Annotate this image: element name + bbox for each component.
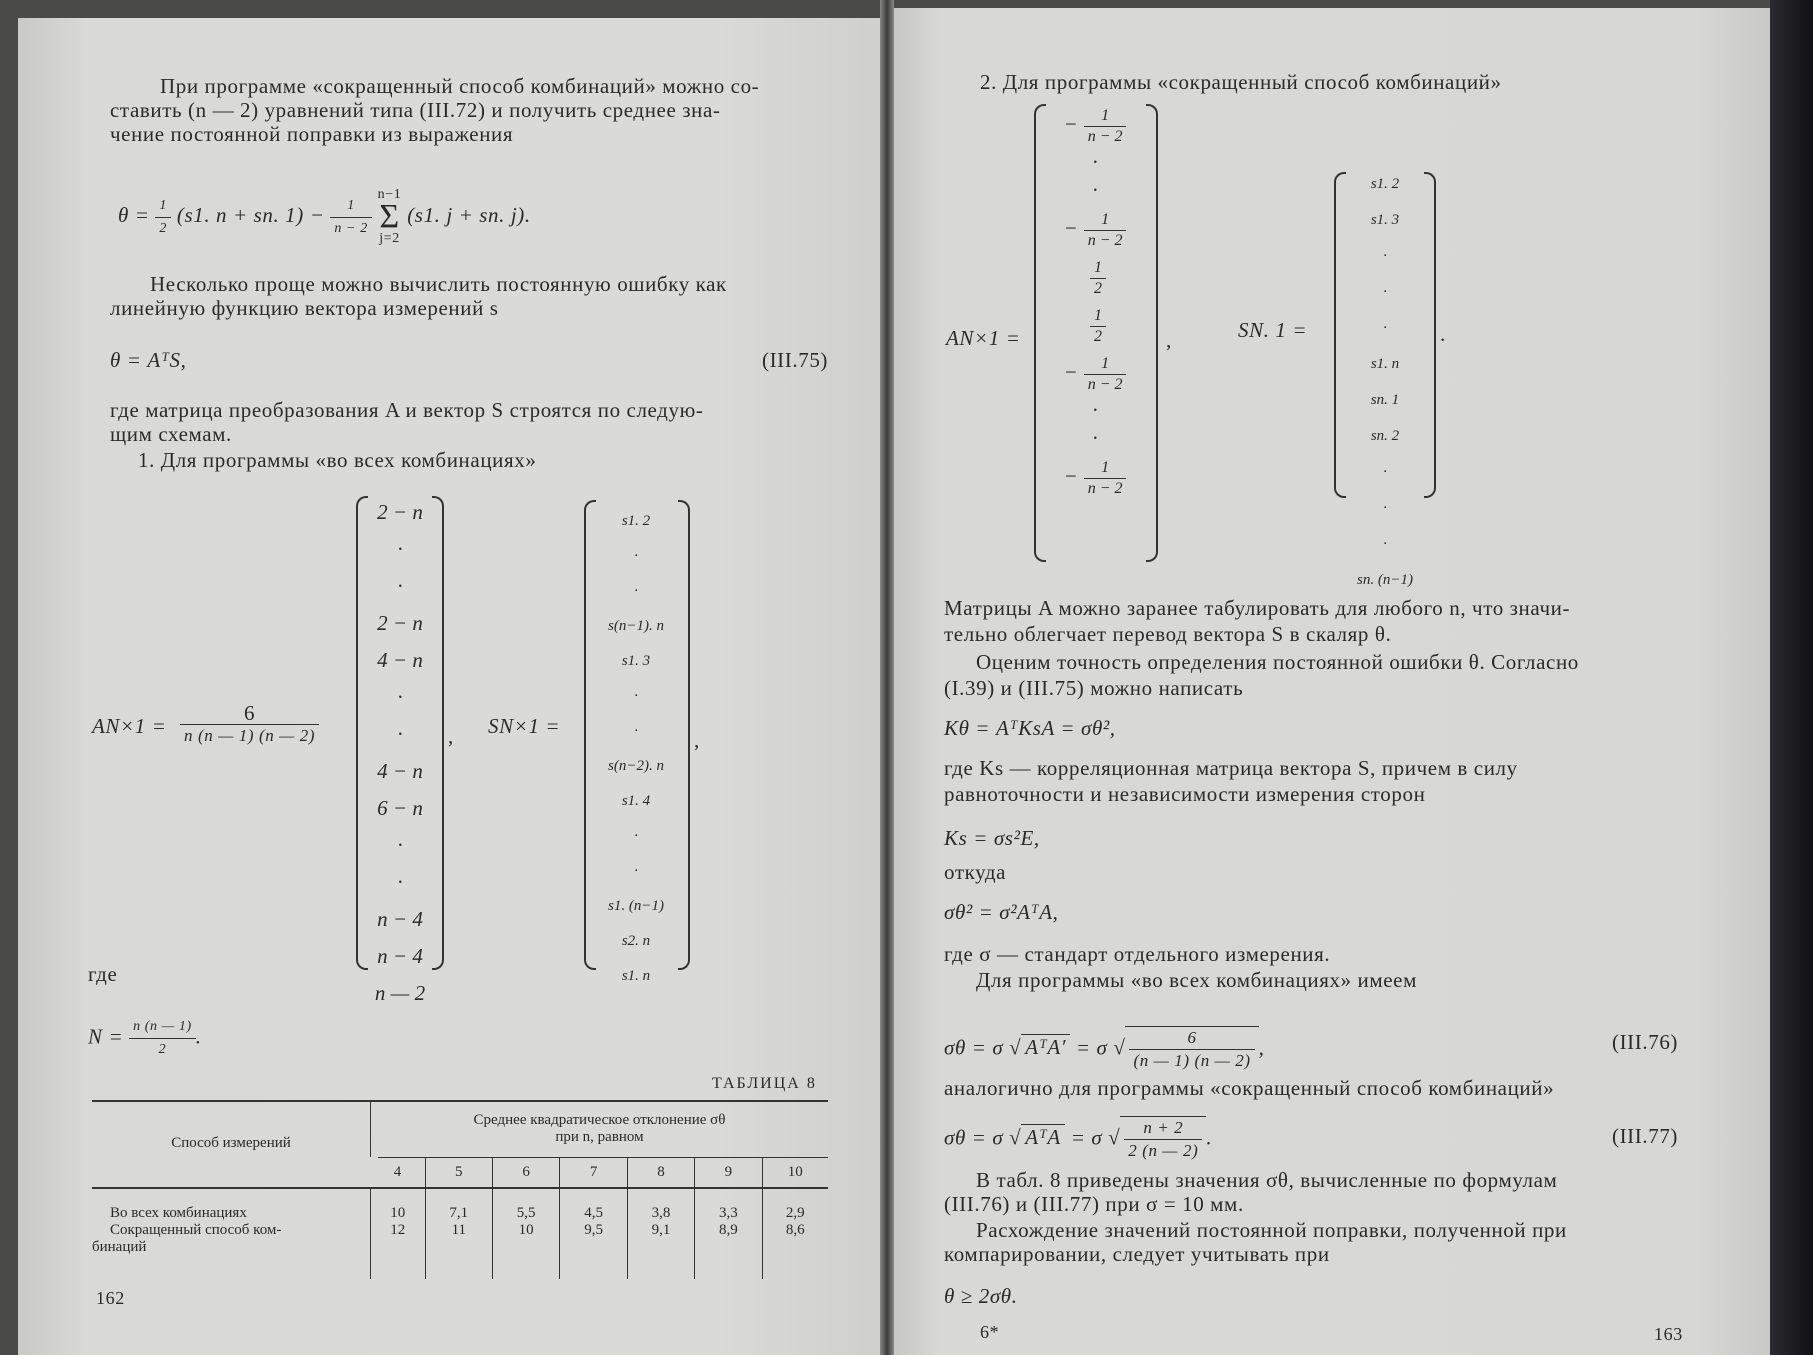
fraction: [1084, 210, 1127, 251]
matrix-entry: n — 2: [374, 981, 426, 1005]
numerator: 1: [1084, 354, 1127, 375]
vector-S-column: [1340, 166, 1430, 598]
eq-part: σθ = σ √: [944, 1125, 1022, 1150]
cell-value: 5,5: [516, 1205, 536, 1221]
fraction: [155, 195, 171, 240]
equation-mean-correction: [118, 188, 531, 246]
matrix-A-label: AN×1 =: [946, 326, 1021, 350]
table-cell: [627, 1187, 694, 1279]
matrix-A-column: [1040, 100, 1150, 500]
cell-value: 9,1: [651, 1222, 671, 1238]
paragraph-line: аналогично для программы «сокращенный способ комбинаций»: [944, 1076, 1555, 1100]
table-cell: [695, 1187, 762, 1279]
denominator: 2: [159, 220, 167, 236]
matrix-entry: ·: [1383, 320, 1387, 336]
matrix-entry: s1. 3: [1370, 212, 1400, 228]
matrix-entry: s1. n: [621, 968, 651, 984]
paragraph-line: где матрица преобразования A и вектор S строятся по следую-: [110, 398, 704, 422]
table-col-header: 4: [393, 1163, 402, 1180]
matrix-entry: ·: [397, 574, 403, 598]
matrix-entry: ·: [1383, 536, 1387, 552]
matrix-entry: [1040, 452, 1150, 500]
fraction: [1090, 258, 1106, 299]
matrix-entry: s(n−2). n: [608, 758, 664, 774]
matrix-entry: sn. 1: [1370, 392, 1400, 408]
matrix-entry: ·: [1383, 284, 1387, 300]
matrix-entry: ·: [397, 833, 403, 857]
fraction: [1124, 1117, 1202, 1162]
equation-377: [944, 1116, 1212, 1162]
equation-number: (III.76): [1612, 1030, 1679, 1054]
matrix-entry: ·: [634, 583, 638, 599]
summation: [378, 188, 402, 246]
equation-number: (III.75): [762, 348, 829, 372]
paragraph-line: чение постоянной поправки из выражения: [110, 122, 514, 146]
vector-S-column: [588, 504, 684, 994]
table-col-header: 8: [627, 1157, 694, 1187]
matrix-entry: sn. (n−1): [1357, 572, 1413, 588]
fraction: [129, 1016, 196, 1061]
matrix-entry: s1. 2: [1370, 176, 1400, 192]
matrix-entry: [1040, 300, 1150, 348]
radicand: [1120, 1116, 1206, 1162]
numerator: n + 2: [1124, 1117, 1202, 1140]
matrix-entry: ·: [1092, 150, 1098, 174]
denominator: n − 2: [334, 220, 368, 236]
fraction: [1084, 354, 1127, 395]
comma: ,: [694, 728, 700, 752]
period: .: [195, 1024, 202, 1049]
paragraph-line: (I.39) и (III.75) можно написать: [944, 676, 1244, 700]
paragraph-line: (III.76) и (III.77) при σ = 10 мм.: [944, 1192, 1244, 1216]
fraction: [1090, 306, 1106, 347]
matrix-entry: s2. n: [621, 933, 651, 949]
paragraph-line: Несколько проще можно вычислить постоянную ошибку как: [150, 272, 727, 296]
matrix-entry: s1. 2: [621, 513, 651, 529]
comma: ,: [1258, 1035, 1265, 1060]
equation-Ks: Ks = σs²E,: [944, 826, 1040, 850]
matrix-entry: ·: [1383, 464, 1387, 480]
header-line: Среднее квадратическое отклонение σθ: [473, 1111, 726, 1128]
fraction: [180, 702, 319, 747]
matrix-entry: [1040, 348, 1150, 396]
fraction: [1084, 106, 1127, 147]
sum-lower: j=2: [379, 231, 400, 246]
paragraph-line: где: [88, 962, 118, 986]
matrix-entry: ·: [634, 688, 638, 704]
equation-375: θ = AᵀS,: [110, 348, 187, 372]
paragraph-line: где σ — стандарт отдельного измерения.: [944, 942, 1331, 966]
matrix-entry: n − 4: [377, 907, 423, 931]
numerator: 1: [330, 195, 371, 218]
row-label: Во всех комбинациях: [110, 1205, 247, 1221]
vector-S-label: SN. 1 =: [1238, 318, 1308, 342]
book-cover-edge: [1770, 0, 1813, 1355]
matrix-entry: 4 − n: [377, 648, 423, 672]
eq-lhs: θ =: [118, 202, 156, 227]
denominator: (n — 1) (n — 2): [1133, 1051, 1251, 1070]
denominator: 2 (n — 2): [1128, 1141, 1199, 1160]
signature-mark: 6*: [980, 1322, 1000, 1342]
table-title: ТАБЛИЦА 8: [712, 1075, 817, 1092]
equation-376: [944, 1026, 1264, 1072]
matrix-entry: ·: [1092, 398, 1098, 422]
paragraph-line: равноточности и независимости измерения сторон: [944, 782, 1426, 806]
eq-part: = σ √: [1064, 1125, 1121, 1150]
paragraph-line: где Ks — корреляционная матрица вектора S, причем в силу: [944, 756, 1518, 780]
denominator: 2: [1094, 279, 1102, 297]
numerator: 6: [1129, 1027, 1254, 1050]
matrix-entry: ·: [1383, 248, 1387, 264]
paragraph-line: тельно облегчает перевод вектора S в скаляр θ.: [944, 622, 1392, 646]
numerator: 1: [1090, 258, 1106, 279]
table-cell: [492, 1187, 559, 1279]
matrix-entry: s(n−1). n: [608, 618, 664, 634]
sign: −: [1063, 112, 1078, 136]
cell-value: 2,9: [785, 1205, 805, 1221]
cell-value: 3,3: [718, 1205, 738, 1221]
comma: ,: [1166, 328, 1172, 352]
row-label: бинаций: [92, 1239, 147, 1255]
sum-upper: n−1: [377, 187, 402, 202]
equation-number: (III.77): [1612, 1124, 1679, 1148]
numerator: 1: [1084, 106, 1127, 127]
numerator: 1: [1090, 306, 1106, 327]
eq-part: σθ = σ √: [944, 1035, 1022, 1060]
row-label: Сокращенный способ ком-: [110, 1222, 282, 1238]
paragraph-line: При программе «сокращенный способ комбинаций» можно со-: [160, 74, 760, 98]
matrix-entry: ·: [397, 722, 403, 746]
matrix-entry: ·: [634, 548, 638, 564]
matrix-entry: ·: [634, 863, 638, 879]
header-line: при n, равном: [555, 1128, 644, 1145]
matrix-entry: [1040, 252, 1150, 300]
cell-value: 9,5: [584, 1222, 603, 1238]
comma: ,: [448, 724, 454, 748]
paragraph-line: Для программы «во всех комбинациях» имеем: [976, 968, 1417, 992]
sign: −: [1063, 360, 1078, 384]
denominator: 2: [1094, 327, 1102, 345]
matrix-entry: n − 4: [377, 944, 423, 968]
data-table: [92, 1100, 828, 1279]
matrix-A-label: AN×1 =: [92, 714, 167, 738]
table-col-header: 10: [762, 1157, 828, 1187]
cell-value: 10: [518, 1222, 534, 1238]
denominator: n (n — 1) (n — 2): [184, 726, 316, 745]
matrix-entry: s1. (n−1): [608, 898, 664, 914]
paragraph-line: линейную функцию вектора измерений s: [110, 296, 499, 320]
paragraph-line: Матрицы A можно заранее табулировать для любого n, что значи-: [944, 596, 1571, 620]
table-header-stddev: [371, 1100, 829, 1157]
equation-N: [88, 1016, 202, 1061]
table-cell: [560, 1187, 627, 1279]
paragraph-line: Оценим точность определения постоянной ошибки θ. Согласно: [976, 650, 1579, 674]
matrix-entry: ·: [634, 723, 638, 739]
equation-last: θ ≥ 2σθ.: [944, 1284, 1018, 1308]
matrix-entry: s1. 4: [621, 793, 651, 809]
fraction: [330, 195, 371, 240]
table-header-method: Способ измерений: [171, 1135, 291, 1151]
paragraph-line: ставить (n — 2) уравнений типа (III.72) и получить среднее зна-: [110, 98, 721, 122]
numerator: 1: [1084, 458, 1127, 479]
matrix-entry: ·: [1092, 426, 1098, 450]
matrix-entry: 6 − n: [377, 796, 423, 820]
table-cell: [762, 1187, 828, 1279]
cell-value: 8,9: [718, 1222, 738, 1238]
equation-K: Kθ = AᵀKsA = σθ²,: [944, 716, 1116, 740]
radicand: AᵀA: [1021, 1124, 1065, 1149]
matrix-entry: sn. 2: [1370, 428, 1400, 444]
paragraph-line: Расхождение значений постоянной поправки, полученной при: [976, 1218, 1567, 1242]
fraction-coefficient: [180, 702, 319, 747]
numerator: 1: [155, 195, 171, 218]
table-cell: [371, 1187, 426, 1279]
table-col-header: 9: [695, 1157, 762, 1187]
matrix-entry: ·: [1092, 178, 1098, 202]
numerator: 6: [180, 702, 319, 725]
denominator: n − 2: [1087, 375, 1123, 393]
denominator: n − 2: [1087, 231, 1123, 249]
radicand: [1125, 1026, 1258, 1072]
matrix-entry: ·: [634, 828, 638, 844]
radicand: AᵀA′: [1021, 1034, 1070, 1059]
matrix-entry: 4 − n: [377, 759, 423, 783]
sign: −: [1063, 464, 1078, 488]
table-col-header: 5: [425, 1157, 492, 1187]
paragraph-line: 1. Для программы «во всех комбинациях»: [138, 448, 537, 472]
denominator: n − 2: [1087, 479, 1123, 497]
period: .: [1206, 1125, 1213, 1150]
numerator: 1: [1084, 210, 1127, 231]
matrix-entry: ·: [397, 537, 403, 561]
matrix-A-column: [362, 494, 438, 1012]
paragraph-line: 2. Для программы «сокращенный способ комбинаций»: [980, 70, 1502, 94]
sigma-sign: Σ: [379, 198, 400, 235]
paragraph-line: компарировании, следует учитывать при: [944, 1242, 1330, 1266]
page-number: 163: [1654, 1324, 1683, 1344]
eq-term: (s1. j + sn. j).: [407, 202, 531, 227]
table-col-header: 7: [560, 1157, 627, 1187]
paragraph-line: откуда: [944, 860, 1007, 884]
cell-value: 12: [390, 1222, 406, 1238]
cell-value: 3,8: [651, 1205, 671, 1221]
cell-value: 8,6: [785, 1222, 805, 1238]
page-number: 162: [96, 1288, 125, 1308]
numerator: n (n — 1): [129, 1016, 196, 1039]
denominator: 2: [158, 1042, 167, 1057]
denominator: n − 2: [1087, 127, 1123, 145]
fraction: [1084, 458, 1127, 499]
matrix-entry: [1040, 100, 1150, 148]
eq-part: = σ √: [1070, 1035, 1126, 1060]
equation-sigma: σθ² = σ²AᵀA,: [944, 900, 1059, 924]
matrix-entry: s1. n: [1370, 356, 1400, 372]
cell-value: 4,5: [584, 1205, 603, 1221]
cell-value: 11: [451, 1222, 467, 1238]
table-col-header: 6: [492, 1157, 559, 1187]
eq-term: (s1. n + sn. 1) −: [176, 202, 331, 227]
matrix-entry: s1. 3: [621, 653, 651, 669]
matrix-entry: ·: [1383, 500, 1387, 516]
fraction: [1129, 1027, 1254, 1072]
paragraph-line: щим схемам.: [110, 422, 232, 446]
eq-lhs: N =: [88, 1024, 130, 1049]
paragraph-line: В табл. 8 приведены значения σθ, вычисленные по формулам: [976, 1168, 1558, 1192]
matrix-entry: [1040, 204, 1150, 252]
matrix-entry: 2 − n: [377, 611, 423, 635]
vector-S-label: SN×1 =: [488, 714, 561, 738]
sign: −: [1063, 216, 1078, 240]
table-row-labels: [92, 1187, 371, 1279]
table-cell: [425, 1187, 492, 1279]
period: .: [1440, 322, 1446, 346]
cell-value: 7,1: [449, 1205, 469, 1221]
matrix-entry: ·: [397, 685, 403, 709]
book-gutter: [880, 0, 894, 1355]
matrix-entry: ·: [397, 870, 403, 894]
cell-value: 10: [390, 1205, 406, 1221]
matrix-entry: 2 − n: [377, 500, 423, 524]
